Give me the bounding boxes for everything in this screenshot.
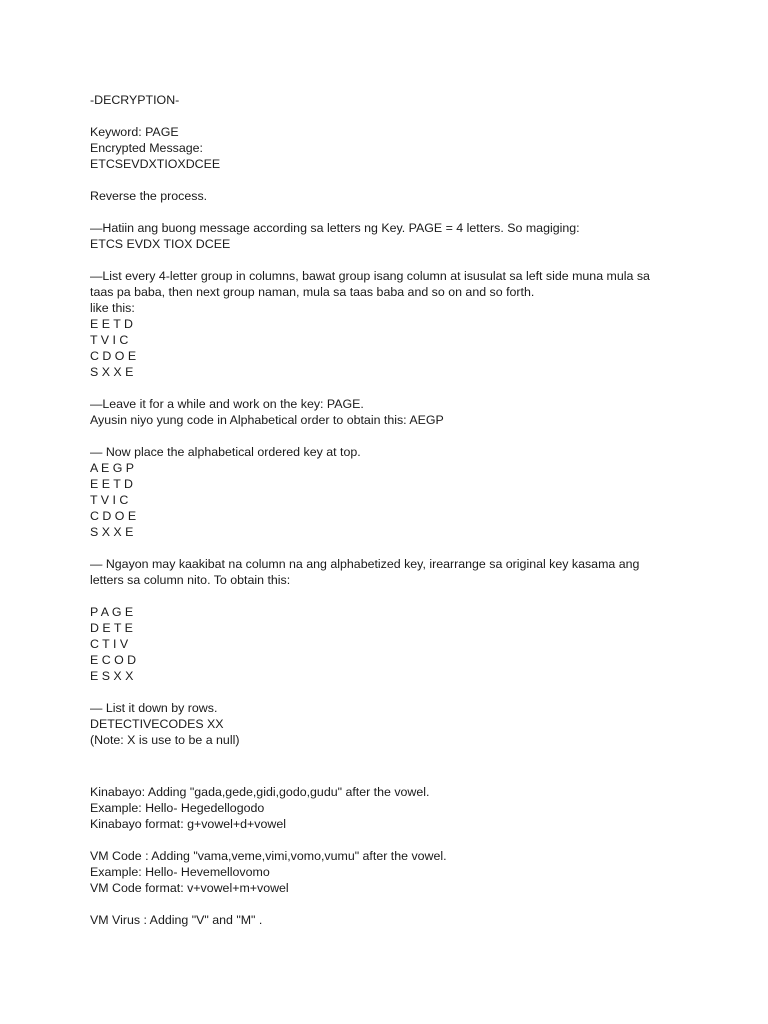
step2-like: like this: — [90, 301, 135, 315]
step2-text: —List every 4-letter group in columns, bawat group isang column at isusulat sa left side muna mula sa taas pa baba, then next group naman, mula sa taas baba and so on and so forth. — [90, 269, 650, 299]
grid-row: S X X E — [90, 525, 134, 539]
grid-row: E C O D — [90, 653, 137, 667]
grid-row: E E T D — [90, 477, 133, 491]
encrypted-label: Encrypted Message: — [90, 141, 203, 155]
grid-row: S X X E — [90, 365, 134, 379]
grid-row: D E T E — [90, 621, 133, 635]
section-title: -DECRYPTION- — [90, 93, 180, 107]
grid-row: T V I C — [90, 333, 129, 347]
grid-row: C D O E — [90, 349, 137, 363]
vmvirus-line1: VM Virus : Adding "V" and "M" . — [90, 913, 263, 927]
step6-result: DETECTIVECODES XX — [90, 717, 224, 731]
vmcode-line3: VM Code format: v+vowel+m+vowel — [90, 881, 289, 895]
step1-text: —Hatiin ang buong message according sa letters ng Key. PAGE = 4 letters. So magiging: — [90, 221, 580, 235]
keyword-line: Keyword: PAGE — [90, 125, 179, 139]
grid-row: E S X X — [90, 669, 134, 683]
grid-row: E E T D — [90, 317, 133, 331]
grid-row: C D O E — [90, 509, 137, 523]
step6-text: — List it down by rows. — [90, 701, 218, 715]
step3-text: —Leave it for a while and work on the key: PAGE. — [90, 397, 364, 411]
step3-text2: Ayusin niyo yung code in Alphabetical order to obtain this: AEGP — [90, 413, 444, 427]
step5-text: — Ngayon may kaakibat na column na ang alphabetized key, irearrange sa original key kasama ang letters sa column nito. To obtain this: — [90, 557, 640, 587]
grid-row: P A G E — [90, 605, 134, 619]
reverse-instruction: Reverse the process. — [90, 189, 208, 203]
step1-result: ETCS EVDX TIOX DCEE — [90, 237, 231, 251]
vmcode-line2: Example: Hello- Hevemellovomo — [90, 865, 270, 879]
grid-row: A E G P — [90, 461, 135, 475]
grid-row: C T I V — [90, 637, 129, 651]
encrypted-value: ETCSEVDXTIOXDCEE — [90, 157, 221, 171]
grid-row: T V I C — [90, 493, 129, 507]
vmcode-line1: VM Code : Adding "vama,veme,vimi,vomo,vumu" after the vowel. — [90, 849, 447, 863]
step6-note: (Note: X is use to be a null) — [90, 733, 240, 747]
kinabayo-line2: Example: Hello- Hegedellogodo — [90, 801, 265, 815]
kinabayo-line1: Kinabayo: Adding "gada,gede,gidi,godo,gudu" after the vowel. — [90, 785, 430, 799]
kinabayo-line3: Kinabayo format: g+vowel+d+vowel — [90, 817, 286, 831]
document-body — [90, 92, 670, 928]
step4-text: — Now place the alphabetical ordered key at top. — [90, 445, 361, 459]
